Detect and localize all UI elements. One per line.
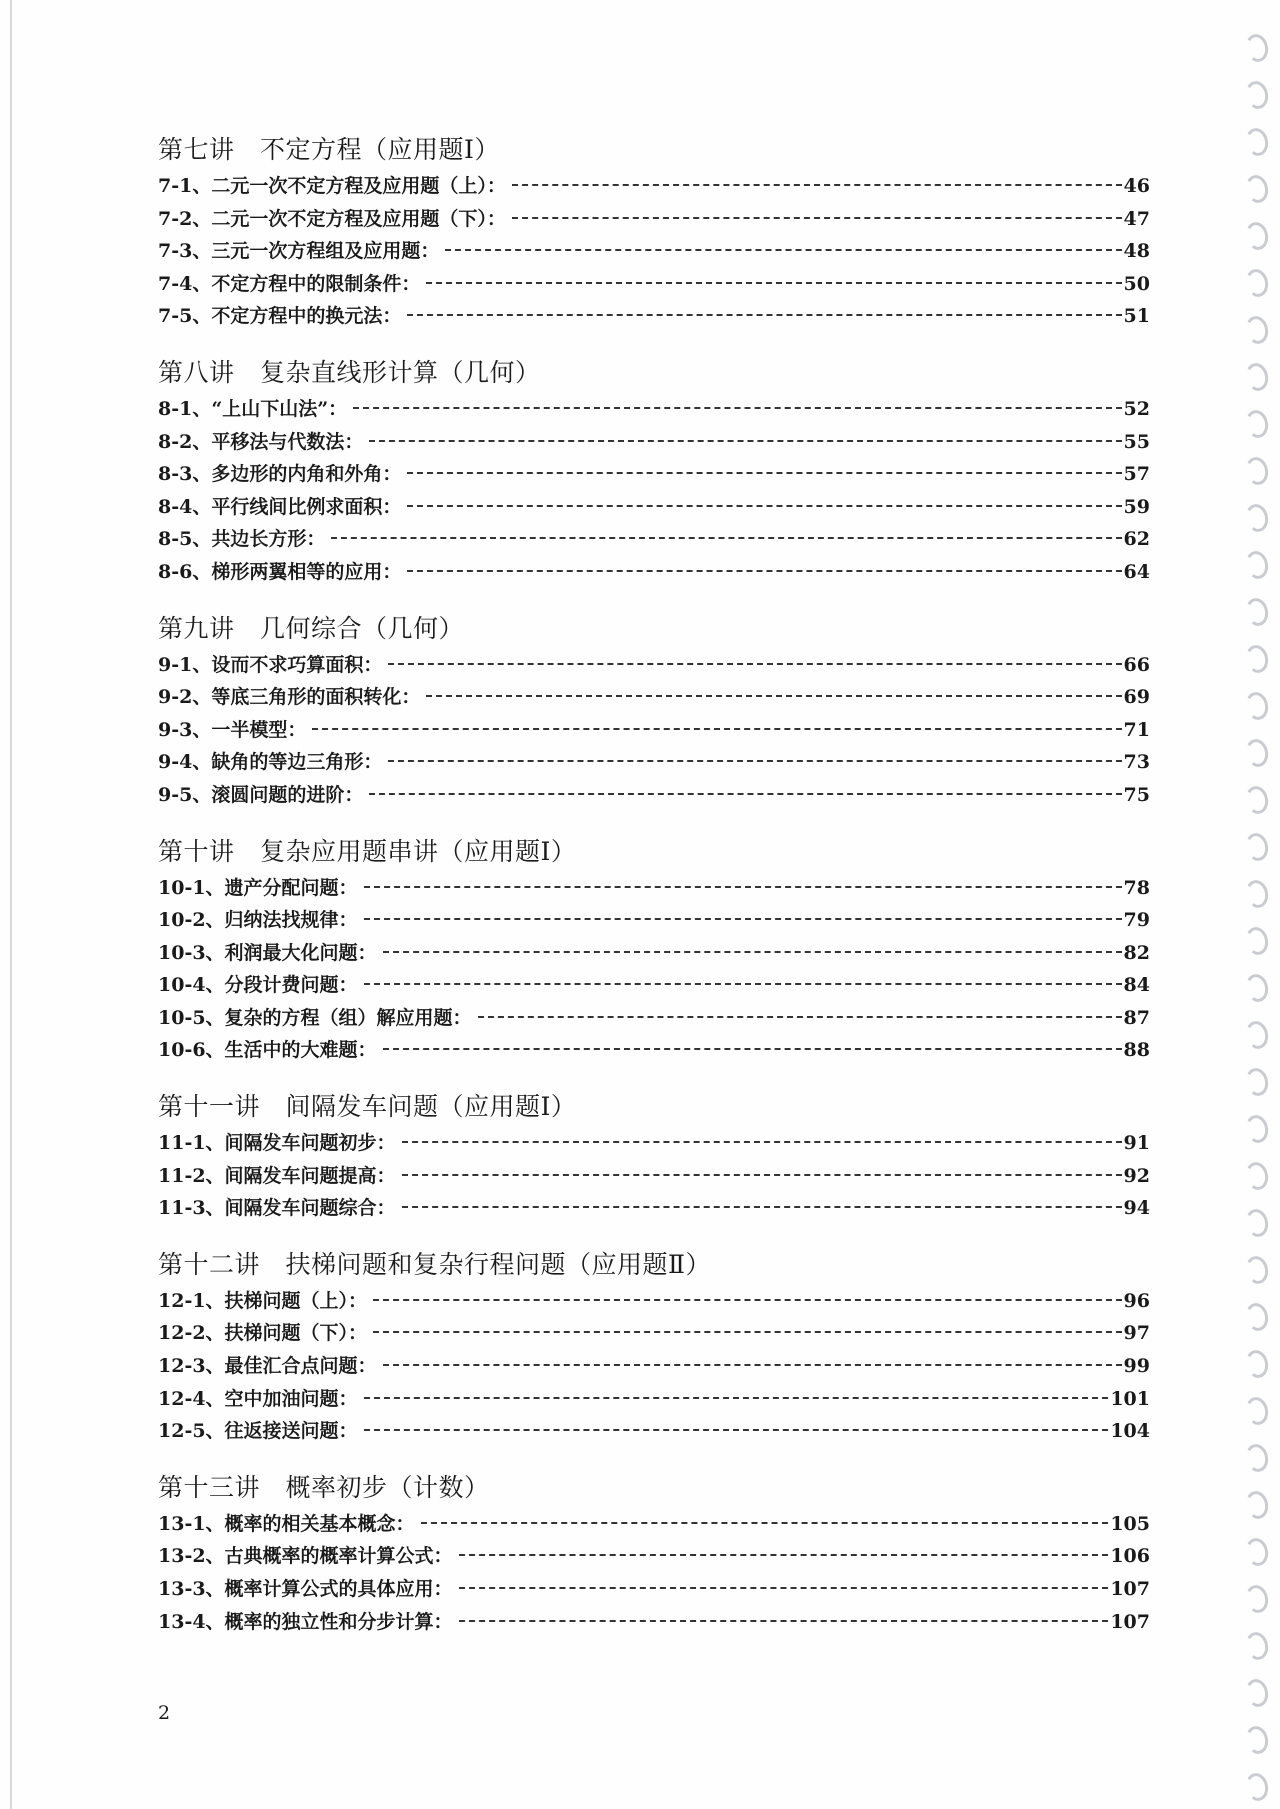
toc-entry-page: 47 [1123,207,1150,230]
toc-entry-title: 古典概率的概率计算公式： [224,1545,453,1568]
toc-entry-label [158,1317,367,1350]
toc-entry-page: 84 [1123,974,1150,997]
binding-ring [1243,32,1270,64]
dotted-leader [421,1522,1109,1524]
toc-entry-page: 75 [1123,783,1150,806]
dotted-leader [459,1554,1109,1556]
toc-entry-number: 7-5、 [158,305,212,328]
dotted-leader [512,184,1122,186]
dotted-leader [402,1174,1122,1176]
toc-entry-number: 7-1、 [158,175,212,197]
binding-ring [1243,1019,1270,1051]
toc-entry-label [158,491,401,524]
toc-entry-title: 二元一次不定方程及应用题（上）： [211,175,506,197]
toc-entry [158,1606,1150,1639]
toc-entry-number: 13-2、 [158,1545,225,1568]
toc-entry [158,523,1150,556]
toc-entry-label [158,714,306,747]
binding-ring [1243,79,1270,111]
toc-entry-page: 73 [1123,751,1150,774]
toc-entry-label [158,1508,415,1541]
toc-entry-number: 12-1、 [158,1289,225,1312]
toc-entry-page: 48 [1123,240,1150,263]
toc-entry-label [158,170,506,203]
dotted-leader [369,440,1121,442]
binding-ring [1243,1348,1270,1380]
toc-entry [158,969,1150,1002]
binding-ring [1243,925,1270,957]
toc-entry-label [158,969,358,1002]
toc-entry-title: 遗产分配问题： [224,876,358,899]
toc-entry-label [158,523,325,556]
binding-ring [1243,361,1270,393]
dotted-leader [369,793,1121,795]
binding-ring [1243,1442,1270,1474]
toc-entry-label [158,300,401,333]
toc-entry [158,1002,1150,1035]
toc-entry-page: 50 [1123,272,1150,295]
toc-entry-title: 最佳汇合点问题： [224,1355,377,1378]
toc-entry-title: 扶梯问题（上）： [224,1289,368,1312]
toc-entry-page: 101 [1110,1387,1150,1410]
toc-entry-number: 11-2、 [158,1164,225,1187]
binding-ring [1243,972,1270,1004]
toc-entry [158,1285,1150,1318]
toc-entry-page: 99 [1123,1355,1150,1378]
toc-entry-number: 10-6、 [158,1039,225,1062]
chapter-title: 第十三讲 概率初步（计数） [158,1472,490,1502]
toc-entry-page: 87 [1123,1006,1150,1029]
toc-entry-title: 一半模型： [211,718,307,741]
binding-ring [1243,1254,1270,1286]
dotted-leader [388,760,1121,762]
toc-entry-title: 不定方程中的换元法： [211,305,402,328]
toc-section [158,353,1150,589]
dotted-leader [512,217,1122,219]
binding-ring [1243,1677,1270,1709]
toc-entry-title: 概率的独立性和分步计算： [224,1610,453,1633]
toc-entry-title: 利润最大化问题： [224,941,377,964]
toc-entry-title: 扶梯问题（下）： [224,1322,368,1345]
toc-entry-page: 107 [1110,1610,1150,1633]
toc-entry-label [158,1192,396,1225]
binding-ring [1243,1771,1270,1803]
dotted-leader [373,1299,1121,1301]
toc-entry-number: 9-4、 [158,751,212,774]
dotted-leader [407,472,1121,474]
dotted-leader [402,1206,1122,1208]
chapter-title: 第九讲 几何综合（几何） [158,613,465,643]
dotted-leader [331,537,1121,539]
binding-ring [1243,784,1270,816]
toc-entry [158,872,1150,905]
toc-entry-label [158,1383,358,1416]
dotted-leader [445,249,1121,251]
toc-entry-page: 88 [1123,1039,1150,1062]
toc-entry-title: 归纳法找规律： [224,909,358,932]
toc-entry-title: 不定方程中的限制条件： [211,272,421,295]
toc-entry [158,491,1150,524]
toc-entry-label [158,1127,396,1160]
toc-section [158,832,1150,1068]
toc-entry-number: 8-1、 [158,397,212,420]
dotted-leader [383,1048,1122,1050]
toc-entry [158,426,1150,459]
toc-entry [158,1508,1150,1541]
dotted-leader [459,1587,1109,1589]
toc-entry-label [158,1540,453,1573]
toc-entry-page: 92 [1123,1164,1150,1187]
toc-entry-number: 7-3、 [158,240,212,263]
toc-entry [158,937,1150,970]
toc-entry [158,1415,1150,1448]
toc-entry [158,458,1150,491]
toc-section [158,1468,1150,1638]
dotted-leader [383,1364,1122,1366]
toc-entry [158,1192,1150,1225]
toc-entry-number: 8-5、 [158,528,212,551]
toc-entry-page: 96 [1123,1289,1150,1312]
toc-entry-label [158,779,363,812]
toc-entry-number: 13-4、 [158,1610,225,1633]
chapter-title: 第十讲 复杂应用题串讲（应用题Ⅰ） [158,836,577,866]
toc-section [158,1245,1150,1448]
toc-entry-title: 多边形的内角和外角： [211,463,402,486]
toc-entry-title: “上山下山法”： [211,397,348,420]
toc-entry [158,681,1150,714]
dotted-leader [478,1016,1122,1018]
binding-ring [1243,1207,1270,1239]
toc-entry-number: 8-2、 [158,430,212,453]
toc-entry-page: 62 [1123,528,1150,551]
toc-entry-number: 8-4、 [158,495,212,518]
binding-ring [1243,1536,1270,1568]
toc-entry-label [158,649,382,682]
toc-entry-label [158,1350,377,1383]
toc-entry-label [158,556,401,589]
dotted-leader [426,695,1121,697]
toc-entry-number: 9-1、 [158,653,212,676]
chapter-title: 第七讲 不定方程（应用题Ⅰ） [158,135,500,164]
dotted-leader [312,728,1121,730]
toc-entry-title: 设而不求巧算面积： [211,653,383,676]
toc-entry [158,1540,1150,1573]
toc-entry [158,714,1150,747]
toc-entry-label [158,904,358,937]
toc-entry-page: 57 [1123,463,1150,486]
toc-entry [158,1573,1150,1606]
toc-entry-number: 9-2、 [158,686,212,709]
toc-entry-number: 10-2、 [158,909,225,932]
dotted-leader [353,407,1121,409]
toc-entry-label [158,203,506,236]
toc-entry-number: 13-3、 [158,1578,225,1600]
toc-entry [158,1317,1150,1350]
toc-entry-number: 7-4、 [158,272,212,295]
toc-entry-label [158,393,347,426]
binding-ring [1243,502,1270,534]
toc-entry-page: 91 [1123,1132,1150,1155]
binding-ring [1243,1489,1270,1521]
dotted-leader [426,282,1121,284]
toc-entry-label [158,1415,358,1448]
binding-ring [1243,596,1270,628]
toc-entry-page: 97 [1123,1322,1150,1345]
binding-ring [1243,1301,1270,1333]
binding-ring [1243,690,1270,722]
toc-entry [158,1350,1150,1383]
toc-entry-title: 等底三角形的面积转化： [211,686,421,709]
toc-entry [158,556,1150,589]
toc-entry-page: 104 [1110,1420,1150,1443]
toc-entry-title: 间隔发车问题初步： [224,1132,396,1155]
binding-ring [1243,1066,1270,1098]
toc-entry [158,779,1150,812]
toc-entry-page: 55 [1123,430,1150,453]
toc-entry [158,904,1150,937]
toc-entry-label [158,746,382,779]
toc-entry-number: 12-4、 [158,1387,225,1410]
toc-entry [158,1383,1150,1416]
toc-section [158,1087,1150,1225]
toc-entry-number: 13-1、 [158,1512,225,1535]
chapter-title: 第十二讲 扶梯问题和复杂行程问题（应用题Ⅱ） [158,1249,711,1279]
binding-ring [1243,643,1270,675]
toc-entry [158,268,1150,301]
toc-entry [158,300,1150,333]
binding-ring [1243,126,1270,158]
toc-entry-title: 间隔发车问题提高： [224,1164,396,1187]
toc-entry-label [158,458,401,491]
binding-ring [1243,737,1270,769]
toc-entry [158,1034,1150,1067]
toc-entry-label [158,1002,472,1035]
toc-entry-number: 10-4、 [158,974,225,997]
binding-ring [1243,1113,1270,1145]
toc-entry-label [158,426,363,459]
toc-entry-page: 82 [1123,941,1150,964]
toc-entry-page: 79 [1123,909,1150,932]
dotted-leader [402,1141,1122,1143]
dotted-leader [364,1429,1109,1431]
toc-entry-title: 复杂的方程（组）解应用题： [224,1006,472,1029]
binding-ring [1243,267,1270,299]
toc-entry-page: 105 [1110,1512,1150,1535]
binding-ring [1243,314,1270,346]
chapter-title: 第十一讲 间隔发车问题（应用题Ⅰ） [158,1092,577,1122]
binding-ring [1243,831,1270,863]
toc-entry-label [158,937,377,970]
toc-entry-title: 二元一次不定方程及应用题（下）： [211,207,506,230]
toc-entry-title: 三元一次方程组及应用题： [211,240,440,263]
toc-entry-number: 11-3、 [158,1197,225,1220]
binding-ring [1243,1160,1270,1192]
toc-entry-number: 9-3、 [158,718,212,741]
binding-ring [1243,408,1270,440]
toc-entry [158,649,1150,682]
toc-entry [158,393,1150,426]
toc-entry-page: 71 [1123,718,1150,741]
scan-edge [10,0,12,1809]
chapter-title: 第八讲 复杂直线形计算（几何） [158,357,541,387]
dotted-leader [364,1397,1109,1399]
binding-ring [1243,1583,1270,1615]
table-of-contents [158,130,1150,1658]
toc-entry-title: 分段计费问题： [224,974,358,997]
toc-entry-label [158,1160,396,1193]
binding-ring [1243,1395,1270,1427]
toc-section [158,130,1150,333]
binding-ring [1243,220,1270,252]
toc-entry [158,1127,1150,1160]
toc-entry-label [158,1606,453,1639]
toc-entry-title: 生活中的大难题： [224,1039,377,1062]
toc-entry [158,746,1150,779]
dotted-leader [407,505,1121,507]
toc-entry-page: 52 [1123,397,1150,420]
toc-section [158,609,1150,812]
toc-entry-title: 梯形两翼相等的应用： [211,560,402,583]
dotted-leader [364,918,1122,920]
toc-entry-page: 106 [1110,1545,1150,1568]
toc-entry-title: 空中加油问题： [224,1387,358,1410]
toc-entry-number: 8-3、 [158,463,212,486]
dotted-leader [364,983,1122,985]
binding-ring [1243,1630,1270,1662]
toc-entry-number: 10-3、 [158,941,225,964]
toc-entry-number: 12-5、 [158,1420,225,1443]
toc-entry-page: 51 [1123,305,1150,328]
spiral-binding [1224,0,1280,1809]
toc-entry-number: 12-2、 [158,1322,225,1345]
dotted-leader [407,570,1121,572]
toc-entry-title: 共边长方形： [211,528,326,551]
toc-entry-number: 9-5、 [158,783,212,806]
dotted-leader [407,314,1121,316]
dotted-leader [459,1620,1109,1622]
toc-entry-number: 12-3、 [158,1355,225,1378]
binding-ring [1243,878,1270,910]
toc-entry-number: 10-5、 [158,1006,225,1029]
toc-entry-title: 滚圆问题的进阶： [211,783,364,806]
toc-entry-title: 间隔发车问题综合： [224,1197,396,1220]
toc-entry-page: 107 [1110,1578,1150,1600]
toc-entry [158,235,1150,268]
toc-entry [158,1160,1150,1193]
dotted-leader [388,663,1121,665]
toc-entry-label [158,681,420,714]
toc-entry-title: 平行线间比例求面积： [211,495,402,518]
toc-entry-number: 10-1、 [158,876,225,899]
toc-entry-title: 概率计算公式的具体应用： [224,1578,453,1600]
toc-entry-label [158,268,420,301]
toc-entry-title: 概率的相关基本概念： [224,1512,415,1535]
toc-entry-number: 7-2、 [158,207,212,230]
toc-entry-page: 94 [1123,1197,1150,1220]
binding-ring [1243,173,1270,205]
toc-entry-page: 64 [1123,560,1150,583]
toc-entry-page: 78 [1123,876,1150,899]
toc-entry-page: 46 [1123,175,1150,197]
toc-entry [158,203,1150,236]
toc-entry-title: 往返接送问题： [224,1420,358,1443]
page-number: 2 [158,1702,171,1724]
toc-entry-number: 8-6、 [158,560,212,583]
binding-ring [1243,549,1270,581]
dotted-leader [383,951,1122,953]
toc-entry-page: 59 [1123,495,1150,518]
toc-entry-label [158,1034,377,1067]
toc-entry [158,170,1150,203]
toc-entry-page: 69 [1123,686,1150,709]
toc-entry-label [158,1285,367,1318]
toc-entry-title: 平移法与代数法： [211,430,364,453]
binding-ring [1243,455,1270,487]
toc-entry-page: 66 [1123,653,1150,676]
binding-ring [1243,1724,1270,1756]
toc-entry-label [158,235,439,268]
toc-entry-label [158,1573,453,1606]
toc-entry-number: 11-1、 [158,1132,225,1155]
dotted-leader [373,1331,1121,1333]
toc-entry-title: 缺角的等边三角形： [211,751,383,774]
toc-entry-label [158,872,358,905]
dotted-leader [364,886,1122,888]
